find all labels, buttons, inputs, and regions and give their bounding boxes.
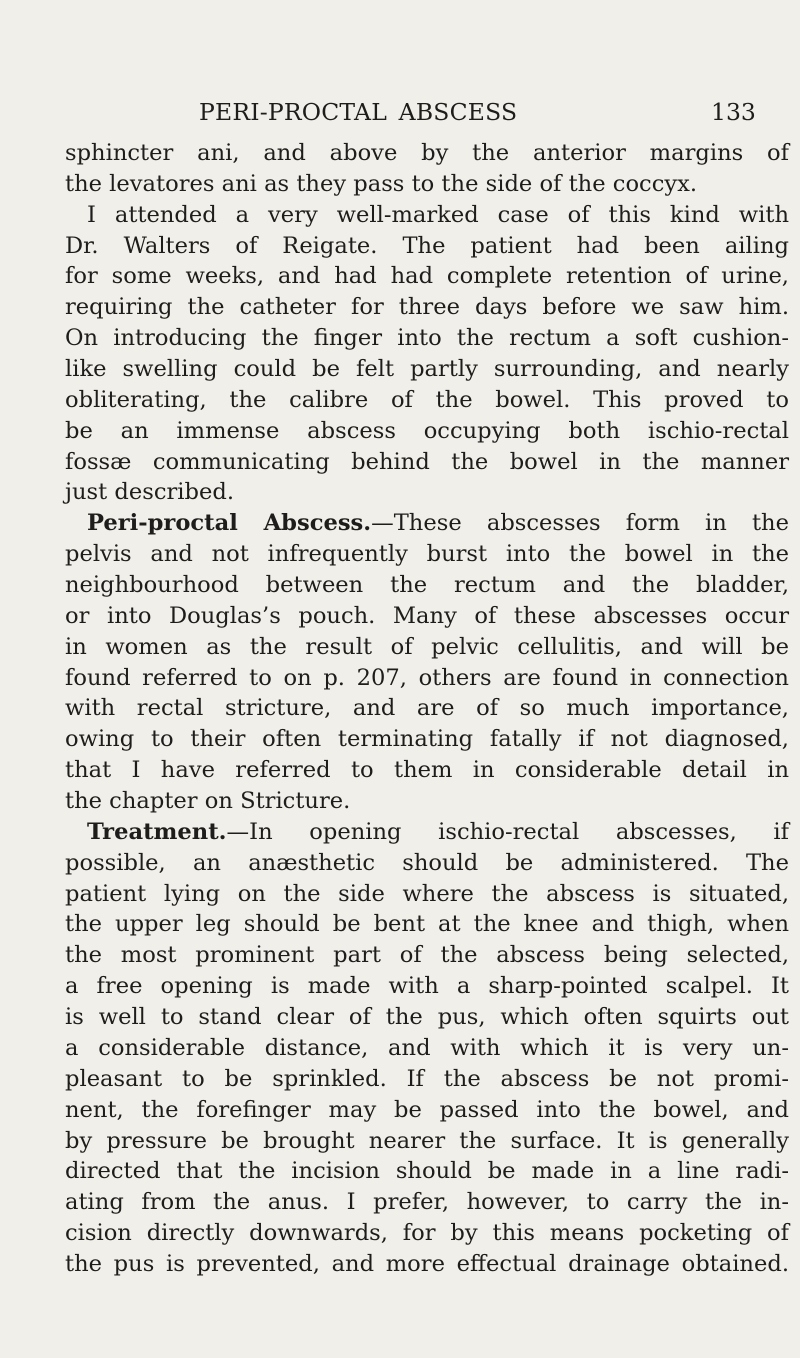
text-line: directed that the incision should be made in a line radi-	[65, 1158, 789, 1185]
section-heading: Treatment.	[87, 818, 227, 845]
text-line: a considerable distance, and with which it is very un-	[65, 1034, 789, 1061]
text-line: is well to stand clear of the pus, which often squirts out	[65, 1004, 789, 1031]
text-line: possible, an anæsthetic should be administered. The	[65, 849, 789, 876]
text-line: the chapter on Stricture.	[65, 788, 351, 815]
page-header	[0, 96, 800, 136]
text-line: with rectal stricture, and are of so much importance,	[65, 695, 789, 722]
text-line: On introducing the finger into the rectum a soft cushion-	[65, 325, 789, 352]
text-line: pleasant to be sprinkled. If the abscess be not promi-	[65, 1065, 789, 1092]
text-line: the levatores ani as they pass to the side of the coccyx.	[65, 170, 698, 197]
text-line: that I have referred to them in considerable detail in	[65, 757, 789, 784]
text-line: be an immense abscess occupying both ischio-rectal	[65, 417, 789, 444]
text-line: Dr. Walters of Reigate. The patient had been ailing	[65, 232, 789, 259]
text-line: the pus is prevented, and more effectual drainage obtained.	[65, 1250, 789, 1277]
text-line: nent, the forefinger may be passed into the bowel, and	[65, 1096, 789, 1123]
text-line: by pressure be brought nearer the surface. It is generally	[65, 1127, 789, 1154]
text-line: I attended a very well-marked case of this kind with	[87, 201, 789, 228]
text-line: in women as the result of pelvic cellulitis, and will be	[65, 633, 789, 660]
text-line: neighbourhood between the rectum and the bladder,	[65, 572, 789, 599]
text-line: patient lying on the side where the abscess is situated,	[65, 880, 789, 907]
text-line: the upper leg should be bent at the knee and thigh, when	[65, 911, 789, 938]
text-line: for some weeks, and had had complete retention of urine,	[65, 263, 789, 290]
text-line: requiring the catheter for three days before we saw him.	[65, 294, 789, 321]
section-heading: Peri-proctal Abscess.	[87, 510, 372, 537]
text-line: sphincter ani, and above by the anterior margins of	[65, 140, 789, 166]
text-line: or into Douglas’s pouch. Many of these abscesses occur	[65, 602, 789, 629]
text-line: cision directly downwards, for by this means pocketing of	[65, 1220, 789, 1247]
text-line: obliterating, the calibre of the bowel. This proved to	[65, 386, 789, 413]
running-head: PERI-PROCTAL ABSCESS	[199, 98, 518, 126]
text-line: a free opening is made with a sharp-pointed scalpel. It	[65, 973, 789, 1000]
text-line: the most prominent part of the abscess being selected,	[65, 942, 789, 969]
text-line: Treatment.—In opening ischio-rectal abscesses, if	[87, 818, 789, 845]
page-number: 133	[711, 98, 756, 126]
body-text	[65, 138, 789, 1280]
text-line: found referred to on p. 207, others are found in connection	[65, 664, 789, 691]
text-line: owing to their often terminating fatally if not diagnosed,	[65, 726, 789, 753]
text-line: just described.	[65, 479, 235, 506]
text-line: like swelling could be felt partly surrounding, and nearly	[65, 356, 789, 383]
text-line: pelvis and not infrequently burst into the bowel in the	[65, 541, 789, 568]
text-line: ating from the anus. I prefer, however, to carry the in-	[65, 1189, 789, 1216]
text-line: Peri-proctal Abscess.—These abscesses form in the	[87, 510, 789, 537]
text-line: fossæ communicating behind the bowel in the manner	[65, 448, 789, 475]
